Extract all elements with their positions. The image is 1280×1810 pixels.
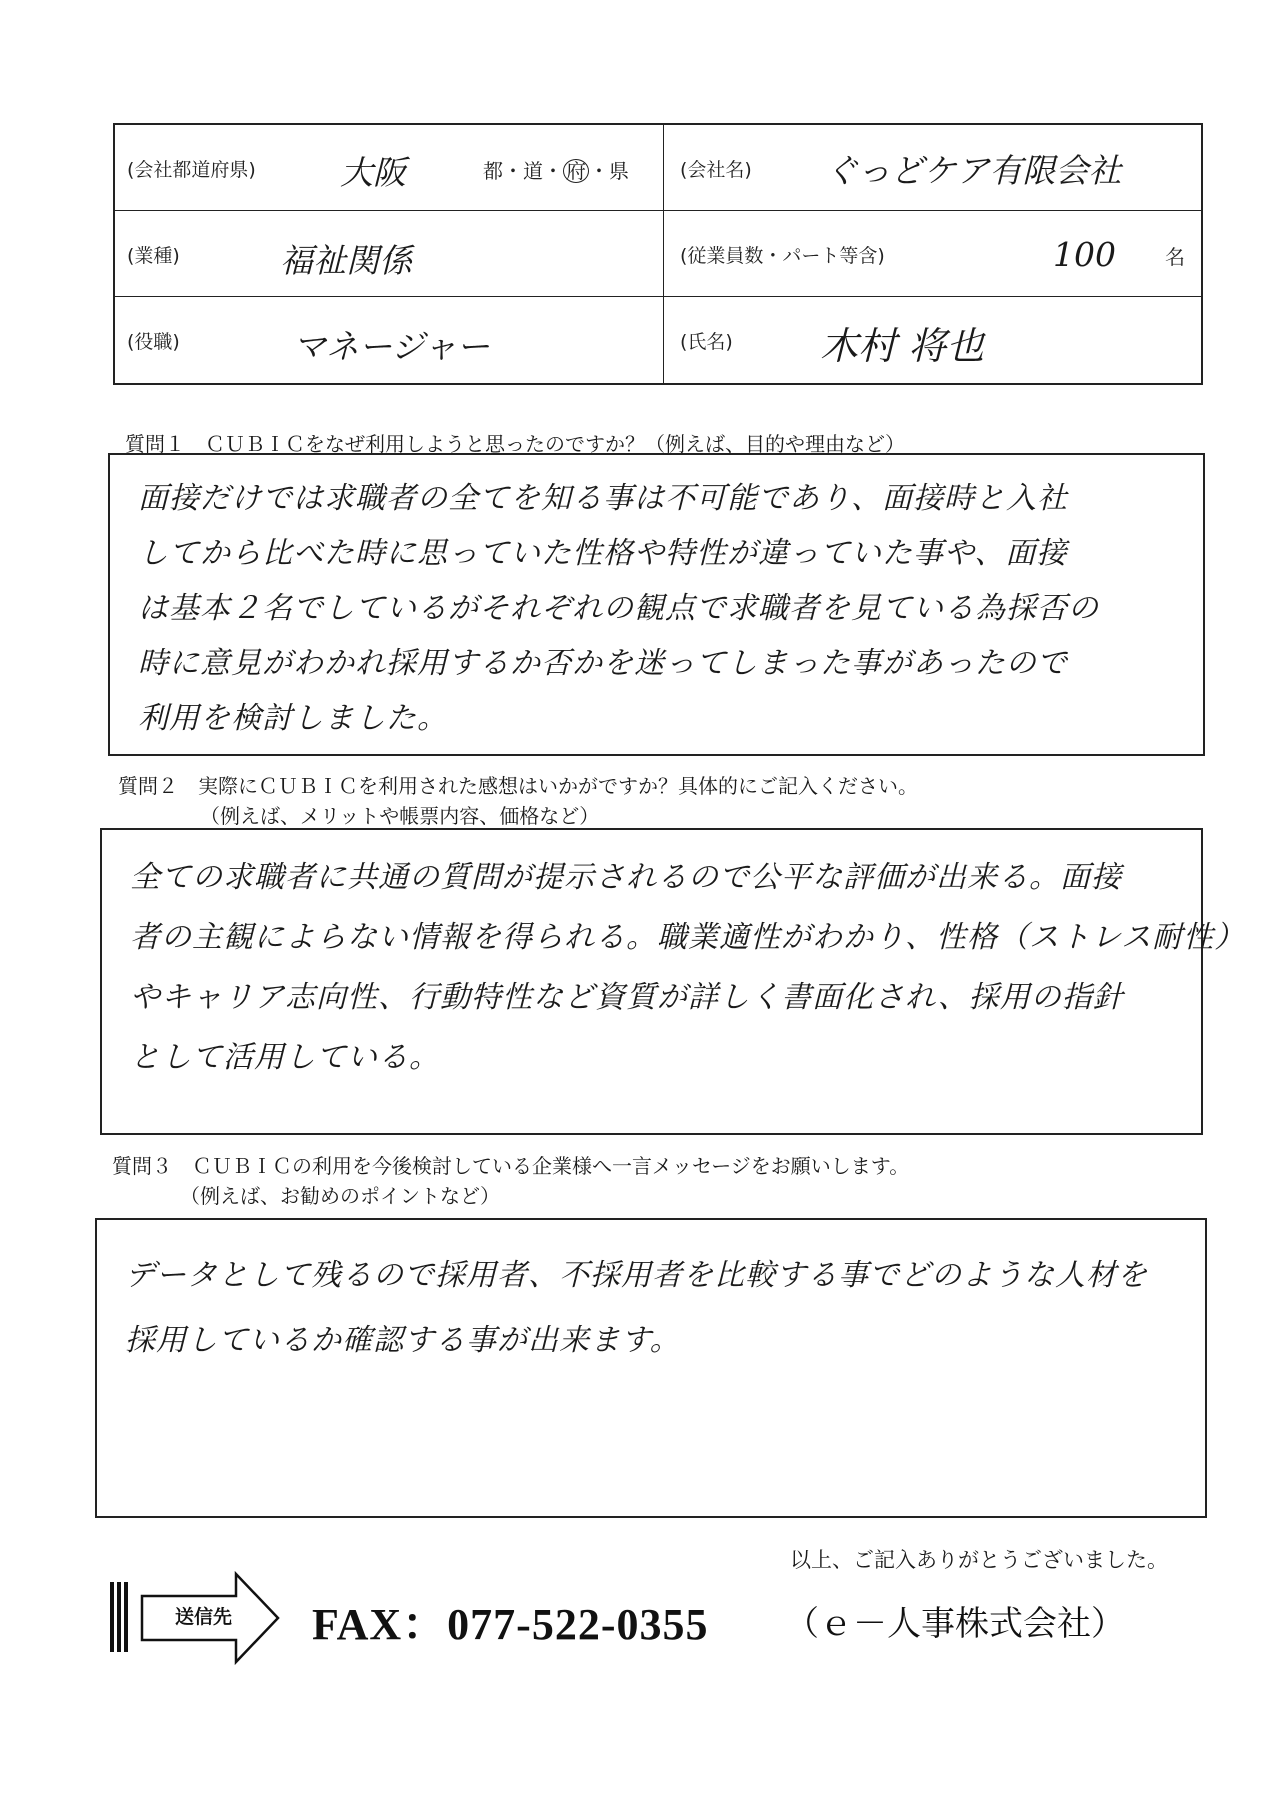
- industry-label: (業種): [127, 245, 180, 267]
- prefecture-value: 大阪: [340, 153, 406, 192]
- fax-number: FAX：077-522-0355: [312, 1600, 709, 1649]
- fax-organization: （ｅ－人事株式会社）: [785, 1604, 1125, 1644]
- q2-answer-line: として活用している。: [130, 1040, 440, 1075]
- info-row-position: [115, 297, 1201, 383]
- position-label: (役職): [127, 331, 180, 353]
- prefecture-label: (会社都道府県): [127, 159, 256, 181]
- employees-label: (従業員数・パート等含): [680, 245, 885, 267]
- q2-answer-line: 者の主観によらない情報を得られる。職業適性がわかり、性格（ストレス耐性）: [130, 920, 1246, 955]
- q1-answer-line: してから比べた時に思っていた性格や特性が違っていた事や、面接: [138, 536, 1068, 571]
- question-3-answer-box: [95, 1218, 1207, 1518]
- q3-answer-line: 採用しているか確認する事が出来ます。: [125, 1323, 681, 1358]
- person-name-label: (氏名): [680, 331, 733, 353]
- q2-answer-line: やキャリア志向性、行動特性など資質が詳しく書面化され、採用の指針: [130, 980, 1124, 1015]
- info-row-industry: [115, 211, 1201, 297]
- prefecture-suffix: 都・道・ 府 ・県: [483, 159, 629, 183]
- employees-unit: 名: [1165, 245, 1185, 269]
- q3-answer-line: データとして残るので採用者、不採用者を比較する事でどのような人材を: [125, 1258, 1148, 1293]
- send-to-label: 送信先: [175, 1606, 233, 1628]
- position-value: マネージャー: [293, 327, 490, 366]
- question-2-example: （例えば、メリットや帳票内容、価格など）: [200, 804, 600, 828]
- question-3-example: （例えば、お勧めのポイントなど）: [180, 1184, 500, 1208]
- company-name-value: ぐっどケア有限会社: [825, 151, 1122, 190]
- industry-value: 福祉関係: [280, 241, 412, 280]
- question-3-heading: 質問３ ＣＵＢＩＣの利用を今後検討している企業様へ一言メッセージをお願いします。: [112, 1154, 910, 1178]
- q1-answer-line: 時に意見がわかれ採用するか否かを迷ってしまった事があったので: [138, 646, 1068, 681]
- question-2-answer-box: [100, 828, 1246, 1135]
- prefecture-fu-circled: 府: [563, 159, 589, 183]
- q2-answer-line: 全ての求職者に共通の質問が提示されるので公平な評価が出来る。面接: [130, 860, 1122, 895]
- company-name-label: (会社名): [680, 159, 752, 181]
- closing-thanks: 以上、ご記入ありがとうございました。: [790, 1548, 1168, 1572]
- question-2-heading: 質問２ 実際にＣＵＢＩＣを利用された感想はいかがですか？具体的にご記入ください。: [118, 774, 918, 798]
- info-row-prefecture: [115, 125, 1201, 211]
- q1-answer-line: 面接だけでは求職者の全てを知る事は不可能であり、面接時と入社: [138, 481, 1068, 516]
- company-info-table: [113, 123, 1203, 385]
- question-1-heading: 質問１ ＣＵＢＩＣをなぜ利用しようと思ったのですか？（例えば、目的や理由など）: [125, 432, 905, 456]
- q1-answer-line: 利用を検討しました。: [138, 701, 448, 736]
- employees-value: 100: [1053, 235, 1116, 274]
- q1-answer-line: は基本２名でしているがそれぞれの観点で求職者を見ている為採否の: [138, 591, 1099, 626]
- question-1-answer-box: [108, 453, 1205, 756]
- person-name-value: 木村 将也: [820, 324, 985, 368]
- footer-bars-decoration: [110, 1582, 131, 1652]
